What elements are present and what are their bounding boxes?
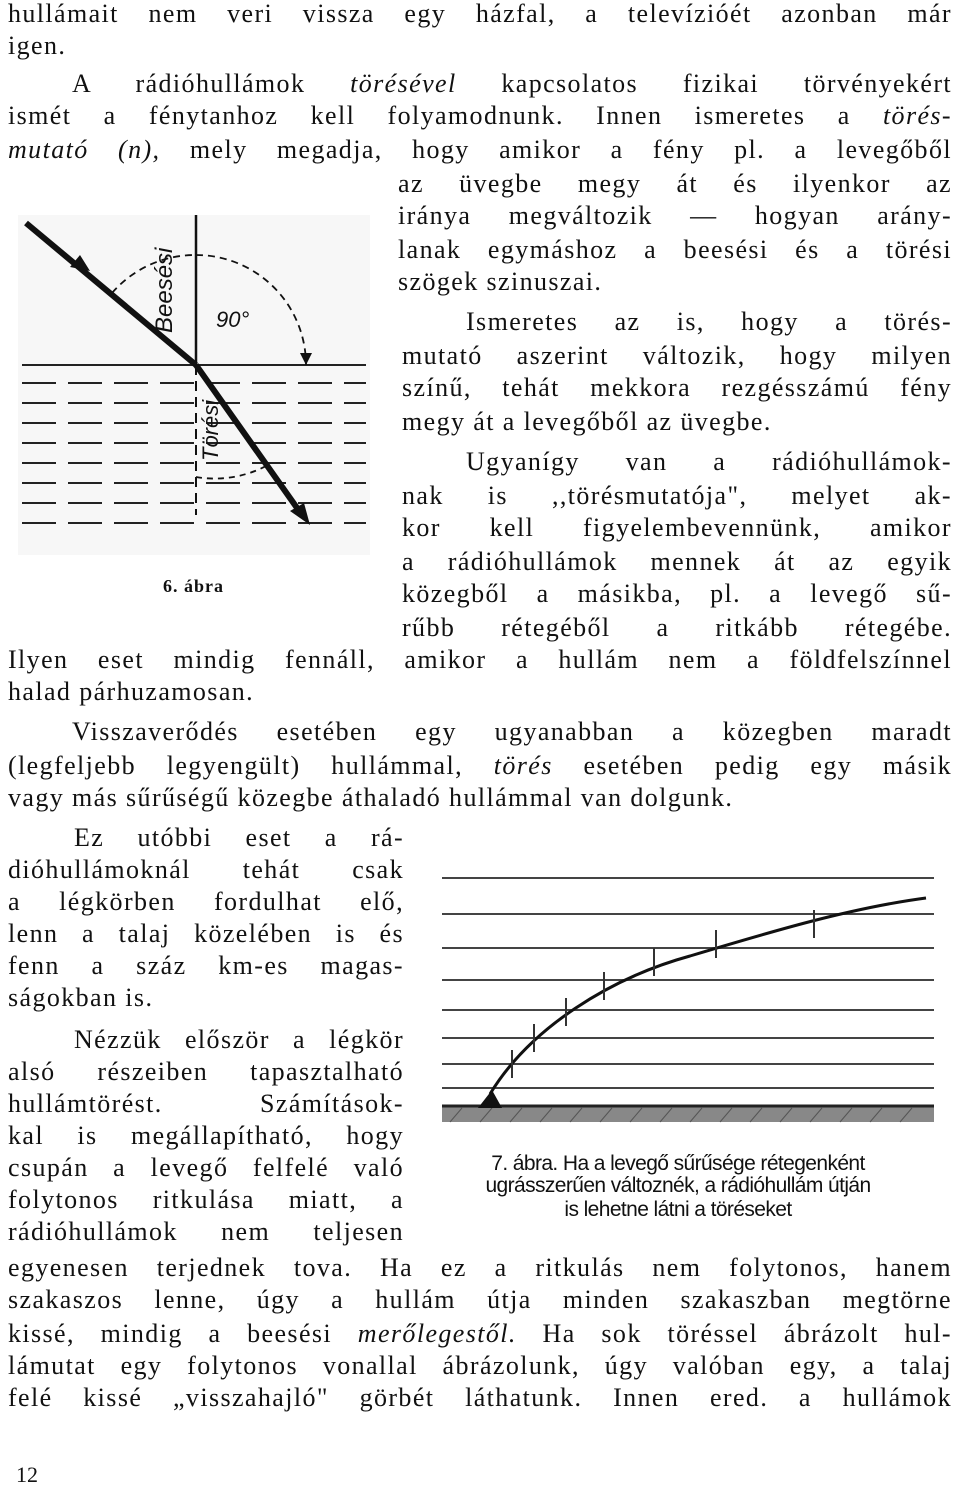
text-line: az üvegbe megy át és ilyenkor az: [398, 169, 952, 198]
page-number: 12: [16, 1462, 38, 1487]
text-line: Ismeretes az is, hogy a törés-: [466, 307, 952, 336]
label-refracted: Törési: [198, 399, 223, 461]
text-line: mutató aszerint változik, hogy milyen: [402, 341, 952, 370]
text-line: rűbb rétegéből a ritkább rétegébe.: [402, 613, 952, 642]
text-line: lámutat egy folytonos vonallal ábrázolunk, úgy valóban egy, a talaj: [8, 1351, 952, 1380]
text-line: Ilyen eset mindig fennáll, amikor a hullám nem a földfelszínnel: [8, 645, 952, 674]
text-line: vagy más sűrűségű közegbe áthaladó hullámmal van dolgunk.: [8, 783, 734, 812]
text-line: [8, 100, 952, 132]
text-line: rádióhullámok nem teljesen: [8, 1217, 404, 1246]
text-line: igen.: [8, 31, 67, 60]
text-fragment: kapcsolatos fizikai törvényekért: [456, 69, 952, 98]
text-fragment: mely megadja, hogy amikor a fény pl. a levegőből: [160, 135, 952, 164]
figure-6-caption: 6. ábra: [163, 576, 224, 596]
text-line: nak is ,,törésmutatója", melyet ak-: [402, 481, 952, 510]
text-line: szögek szinuszai.: [398, 267, 603, 296]
text-line: Visszaverődés esetében egy ugyanabban a közegben maradt: [72, 717, 952, 746]
text-line: közegből a másikba, pl. a levegő sű-: [402, 579, 952, 608]
text-line: iránya megváltozik — hogyan arány-: [398, 201, 952, 230]
text-line: felé kissé „visszahajló" görbét láthatunk. Innen ered. a hullámok: [8, 1383, 952, 1412]
figure-6-refraction-diagram: [18, 215, 370, 555]
text-line: a légkörben fordulhat elő,: [8, 887, 404, 916]
text-line: megy át a levegőből az üvegbe.: [402, 407, 772, 436]
text-line: fenn a száz km-es magas-: [8, 951, 404, 980]
text-line: színű, tehát mekkora rezgésszámú fény: [402, 373, 952, 402]
text-line: egyenesen terjednek tova. Ha ez a ritkulás nem folytonos, hanem: [8, 1253, 952, 1282]
text-line: Ugyanígy van a rádióhullámok-: [466, 447, 952, 476]
text-fragment: (legfeljebb legyengült) hullámmal,: [8, 751, 494, 780]
text-line: csupán a levegő felfelé való: [8, 1153, 404, 1182]
text-line: szakaszos lenne, úgy a hullám útja minden szakaszban megtörne: [8, 1285, 952, 1314]
text-line: kal is megállapítható, hogy: [8, 1121, 404, 1150]
text-line: hullámait nem veri vissza egy házfal, a televízióét azonban már: [8, 0, 952, 28]
text-line: alsó részeiben tapasztalható: [8, 1057, 404, 1086]
text-line: [72, 68, 952, 100]
text-line: ságokban is.: [8, 983, 154, 1012]
text-line: lanak egymáshoz a beesési és a törési: [398, 235, 952, 264]
label-incident: Beesési: [151, 247, 178, 333]
text-line: lenn a talaj közelében is és: [8, 919, 404, 948]
text-line: folytonos ritkulása miatt, a: [8, 1185, 404, 1214]
figure-7-caption-line-3: is lehetne látni a töréseket: [564, 1198, 792, 1221]
text-fragment: Ha sok töréssel ábrázolt hul-: [516, 1319, 952, 1348]
text-line: [8, 134, 952, 166]
text-fragment: A rádióhullámok: [72, 69, 351, 98]
italic-term: törés-: [882, 101, 952, 130]
figure-7-caption-line-1: 7. ábra. Ha a levegő sűrűsége rétegenként: [491, 1152, 865, 1175]
figure-7-layered-refraction-diagram: [440, 868, 936, 1124]
italic-term: törésével: [350, 69, 457, 98]
text-fragment: esetében pedig egy másik: [552, 751, 952, 780]
text-line: [8, 1318, 952, 1350]
text-line: hullámtörést. Számítások-: [8, 1089, 404, 1118]
text-line: halad párhuzamosan.: [8, 677, 255, 706]
text-line: dióhullámoknál tehát csak: [8, 855, 404, 884]
italic-term: mutató (n),: [8, 135, 161, 164]
text-line: [8, 750, 952, 782]
figure-7-caption-line-2: ugrásszerűen változnék, a rádióhullám útján: [485, 1174, 871, 1197]
italic-term: merőlegestől.: [357, 1319, 517, 1348]
text-line: a rádióhullámok mennek át az egyik: [402, 547, 952, 576]
text-line: Ez utóbbi eset a rá-: [74, 823, 404, 852]
text-fragment: kissé, mindig a beesési: [8, 1319, 358, 1348]
text-fragment: ismét a fénytanhoz kell folyamodnunk. Innen ismeretes a: [8, 101, 883, 130]
text-line: kor kell figyelembevennünk, amikor: [402, 513, 952, 542]
italic-term: törés: [493, 751, 553, 780]
label-angle: 90°: [216, 307, 250, 332]
text-line: Nézzük először a légkör: [74, 1025, 404, 1054]
